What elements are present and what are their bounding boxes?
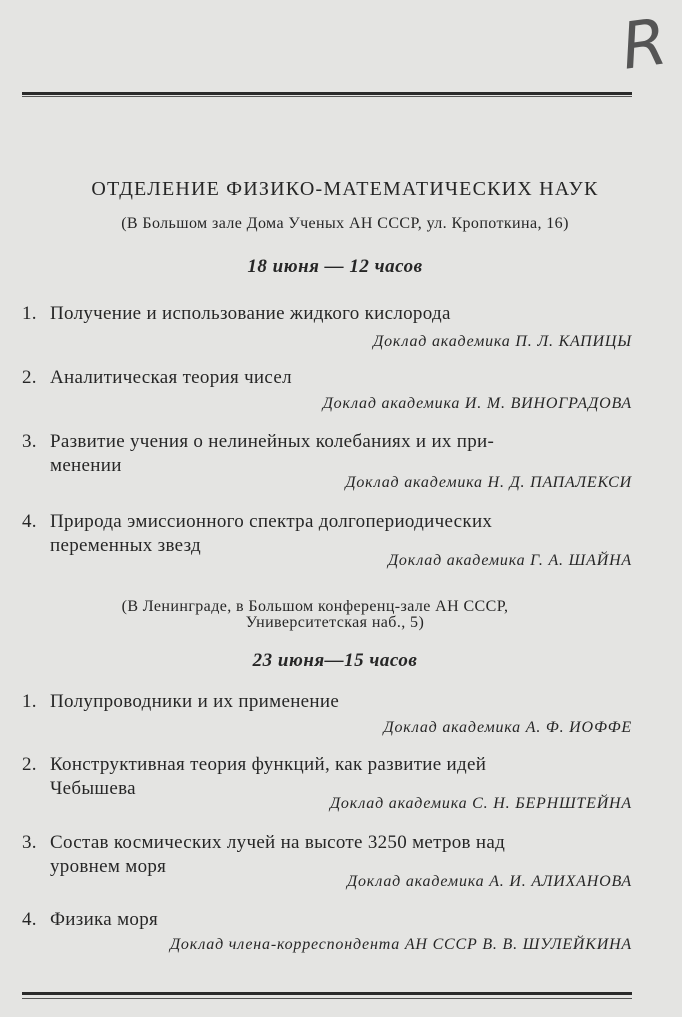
speaker-2-4: Доклад члена-корреспондента АН СССР В. В. ШУЛЕЙКИНА	[169, 936, 632, 953]
talk-1-2	[22, 366, 632, 390]
speaker-2-2: Доклад академика С. Н. БЕРНШТЕЙНА	[329, 795, 632, 812]
talk-1-3	[22, 430, 632, 478]
venue-moscow: (В Большом зале Дома Ученых АН СССР, ул. Кропоткина, 16)	[121, 215, 569, 232]
talk-title: Аналитическая теория чисел	[50, 367, 292, 388]
bottom-rule	[22, 992, 632, 995]
section-title: ОТДЕЛЕНИЕ ФИЗИКО-МАТЕМАТИЧЕСКИХ НАУК	[91, 178, 599, 200]
talk-2-4	[22, 908, 632, 932]
talk-1-1	[22, 302, 632, 326]
talk-title: Получение и использование жидкого кислорода	[50, 303, 451, 324]
talk-number: 4.	[22, 511, 37, 532]
talk-title-cont: переменных звезд	[50, 535, 202, 556]
talk-title: Природа эмиссионного спектра долгопериодических	[50, 511, 493, 532]
speaker-1-2: Доклад академика И. М. ВИНОГРАДОВА	[322, 395, 632, 412]
talk-title-cont: менении	[50, 455, 122, 476]
talk-number: 2.	[22, 367, 37, 388]
venue-leningrad-line1: (В Ленинграде, в Большом конференц-зале АН СССР,	[121, 598, 509, 615]
talk-title-cont: Чебышева	[50, 778, 136, 799]
talk-number: 3.	[22, 431, 37, 452]
talk-number: 4.	[22, 909, 37, 930]
top-rule	[22, 92, 632, 95]
speaker-1-4: Доклад академика Г. А. ШАЙНА	[387, 552, 632, 569]
venue-leningrad-line2: Университетская наб., 5)	[245, 614, 425, 631]
top-rule-thin	[22, 96, 632, 97]
talk-2-1	[22, 690, 632, 714]
talk-number: 2.	[22, 754, 37, 775]
talk-title: Конструктивная теория функций, как развитие идей	[50, 754, 487, 775]
talk-2-2	[22, 753, 632, 801]
talk-1-4	[22, 510, 632, 558]
speaker-1-3: Доклад академика Н. Д. ПАПАЛЕКСИ	[345, 474, 632, 491]
handwritten-mark: R	[617, 5, 672, 85]
talk-title: Физика моря	[50, 909, 159, 930]
talk-number: 3.	[22, 832, 37, 853]
speaker-2-3: Доклад академика А. И. АЛИХАНОВА	[347, 873, 632, 890]
talk-title: Полупроводники и их применение	[50, 691, 340, 712]
talk-title-cont: уровнем моря	[50, 856, 167, 877]
speaker-2-1: Доклад академика А. Ф. ИОФФЕ	[383, 719, 632, 736]
bottom-rule-thin	[22, 998, 632, 999]
talk-title: Состав космических лучей на высоте 3250 метров над	[50, 832, 506, 853]
talk-2-3	[22, 831, 632, 879]
speaker-1-1: Доклад академика П. Л. КАПИЦЫ	[373, 333, 632, 350]
date-june-23: 23 июня—15 часов	[252, 650, 418, 671]
talk-number: 1.	[22, 303, 37, 324]
talk-number: 1.	[22, 691, 37, 712]
talk-title: Развитие учения о нелинейных колебаниях и их при-	[50, 431, 495, 452]
date-june-18: 18 июня — 12 часов	[247, 256, 423, 277]
